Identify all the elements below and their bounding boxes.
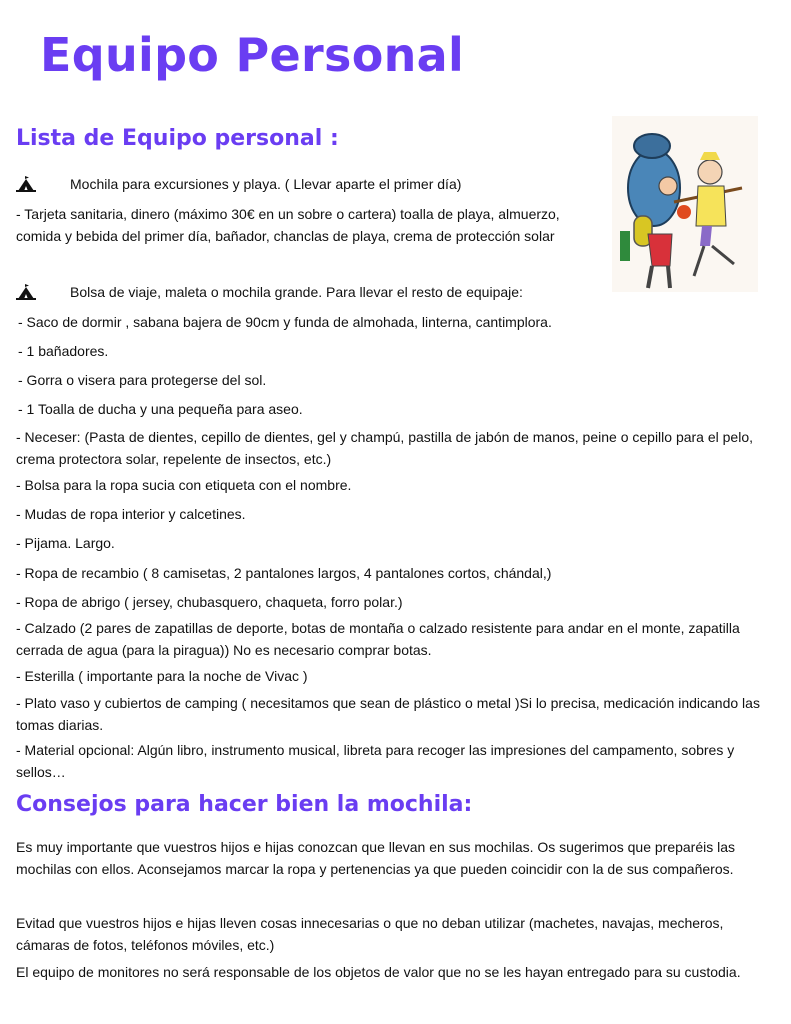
list-item: - 1 bañadores.	[18, 343, 109, 359]
big-bag-header	[16, 281, 523, 303]
tips-heading: Consejos para hacer bien la mochila:	[16, 792, 473, 817]
list-item: - Bolsa para la ropa sucia con etiqueta con el nombre.	[16, 477, 352, 493]
list-item: - Material opcional: Algún libro, instrumento musical, libreta para recoger las impresiones del campamento, sobres y sellos…	[16, 742, 735, 780]
list-item: - Plato vaso y cubiertos de camping ( necesitamos que sean de plástico o metal )Si lo precisa, medicación indicando las tomas diarias.	[16, 695, 760, 733]
small-bag-header	[16, 173, 461, 195]
tent-icon	[16, 176, 36, 192]
list-item: - Calzado (2 pares de zapatillas de deporte, botas de montaña o calzado resistente para andar en el monte, zapatilla cerrada de agua (para la piragua)) No es necesario comprar botas.	[16, 620, 740, 658]
list-item: - Neceser: (Pasta de dientes, cepillo de dientes, gel y champú, pastilla de jabón de manos, peine o cepillo para el pelo, crema protectora solar, repelente de insectos, etc.)	[16, 429, 754, 467]
list-item: - Ropa de recambio ( 8 camisetas, 2 pantalones largos, 4 pantalones cortos, chándal,)	[16, 565, 552, 581]
small-bag-details: - Tarjeta sanitaria, dinero (máximo 30€ en un sobre o cartera) toalla de playa, almuerzo, comida y bebida del primer día, bañador, chanclas de playa, crema de protección solar	[16, 206, 560, 244]
list-item: - 1 Toalla de ducha y una pequeña para aseo.	[18, 401, 303, 417]
tip-paragraph: Evitad que vuestros hijos e hijas lleven cosas innecesarias o que no deban utilizar (machetes, navajas, mecheros, cámaras de fotos, teléfonos móviles, etc.)	[16, 915, 724, 953]
list-item: - Mudas de ropa interior y calcetines.	[16, 506, 246, 522]
list-item: - Esterilla ( importante para la noche de Vivac )	[16, 668, 308, 684]
small-bag-label: Mochila para excursiones y playa. ( Llevar aparte el primer día)	[70, 176, 462, 192]
tent-icon	[16, 284, 36, 300]
tip-paragraph: Es muy importante que vuestros hijos e hijas conozcan que llevan en sus mochilas. Os sugerimos que preparéis las mochilas con ellos. Aconsejamos marcar la ropa y pertenencias ya que pueden coincidir con la de sus compañeros.	[16, 839, 736, 877]
tip-paragraph: El equipo de monitores no será responsable de los objetos de valor que no se les hayan entregado para su custodia.	[16, 964, 741, 980]
big-bag-label: Bolsa de viaje, maleta o mochila grande. Para llevar el resto de equipaje:	[70, 284, 523, 300]
list-item: - Pijama. Largo.	[16, 535, 115, 551]
page-title: Equipo Personal	[40, 28, 465, 82]
list-item: - Ropa de abrigo ( jersey, chubasquero, chaqueta, forro polar.)	[16, 594, 403, 610]
hikers-illustration	[612, 116, 758, 292]
list-heading: Lista de Equipo personal :	[16, 126, 339, 151]
list-item: - Gorra o visera para protegerse del sol.	[18, 372, 267, 388]
list-item: - Saco de dormir , sabana bajera de 90cm y funda de almohada, linterna, cantimplora.	[18, 314, 552, 330]
